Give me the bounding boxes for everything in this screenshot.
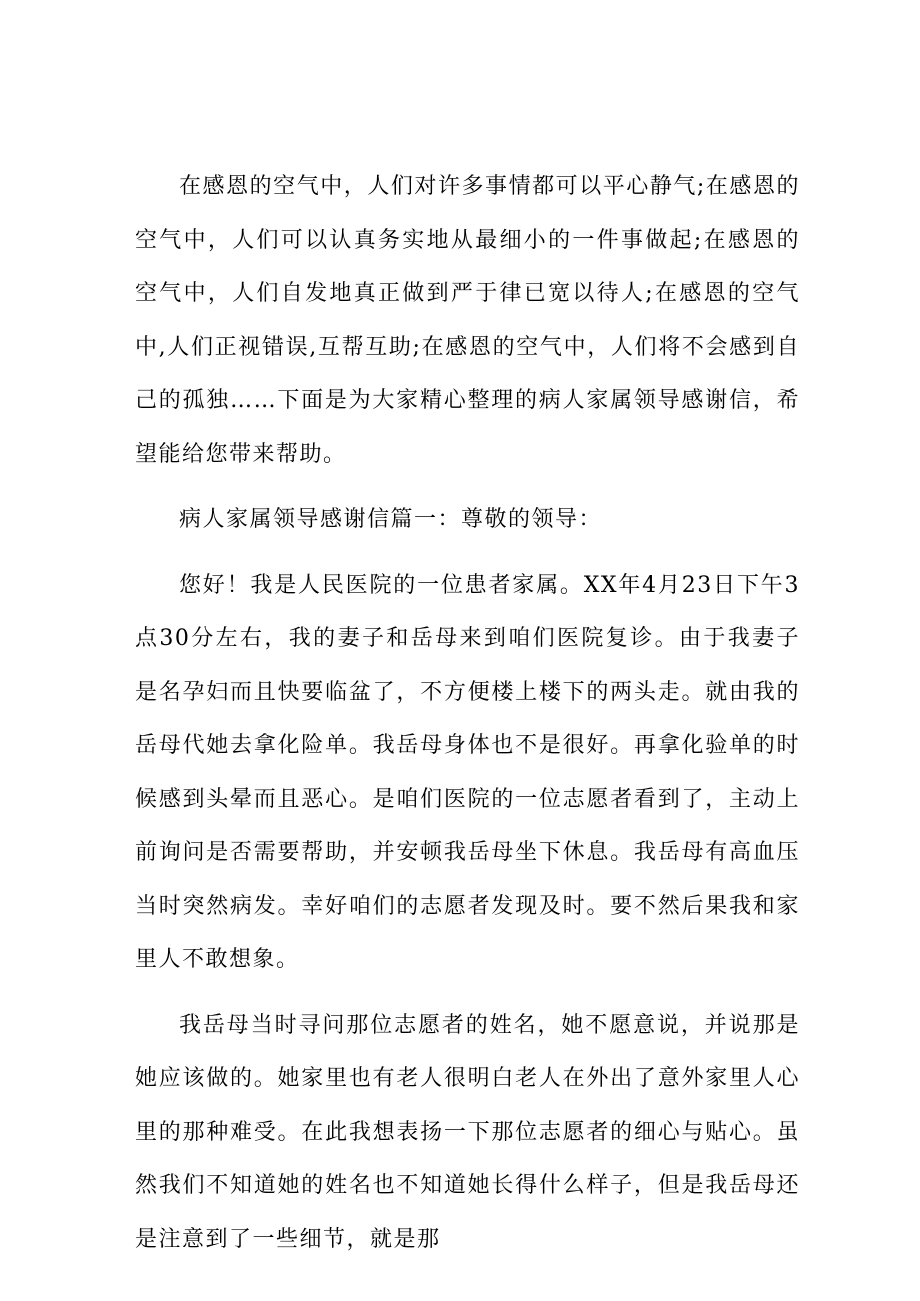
paragraph-letter-heading: 病人家属领导感谢信篇一：尊敬的领导： [179, 507, 603, 532]
document-body [135, 160, 800, 1278]
paragraph-volunteer: 我岳母当时寻问那位志愿者的姓名，她不愿意说，并说那是她应该做的。她家里也有老人很明白老人在外出了意外家里人心里的那种难受。在此我想表扬一下那位志愿者的细心与贴心。虽然我们不知道她的姓名也不知道她长得什么样子，但是我岳母还是注意到了一些细节，就是那 [135, 1012, 800, 1252]
paragraph-intro: 在感恩的空气中，人们对许多事情都可以平心静气;在感恩的空气中，人们可以认真务实地从最细小的一件事做起;在感恩的空气中，人们自发地真正做到严于律已宽以待人;在感恩的空气中,人们正视错误,互帮互助;在感恩的空气中，人们将不会感到自己的孤独……下面是为大家精心整理的病人家属领导感谢信，希望能给您带来帮助。 [135, 174, 800, 467]
paragraph-greeting: 您好！我是人民医院的一位患者家属。XX年4月23日下午3点30分左右，我的妻子和岳母来到咱们医院复诊。由于我妻子是名孕妇而且快要临盆了，不方便楼上楼下的两头走。就由我的岳母代她去拿化险单。我岳母身体也不是很好。再拿化验单的时候感到头晕而且恶心。是咱们医院的一位志愿者看到了，主动上前询问是否需要帮助，并安顿我岳母坐下休息。我岳母有高血压当时突然病发。幸好咱们的志愿者发现及时。要不然后果我和家里人不敢想象。 [135, 572, 800, 972]
